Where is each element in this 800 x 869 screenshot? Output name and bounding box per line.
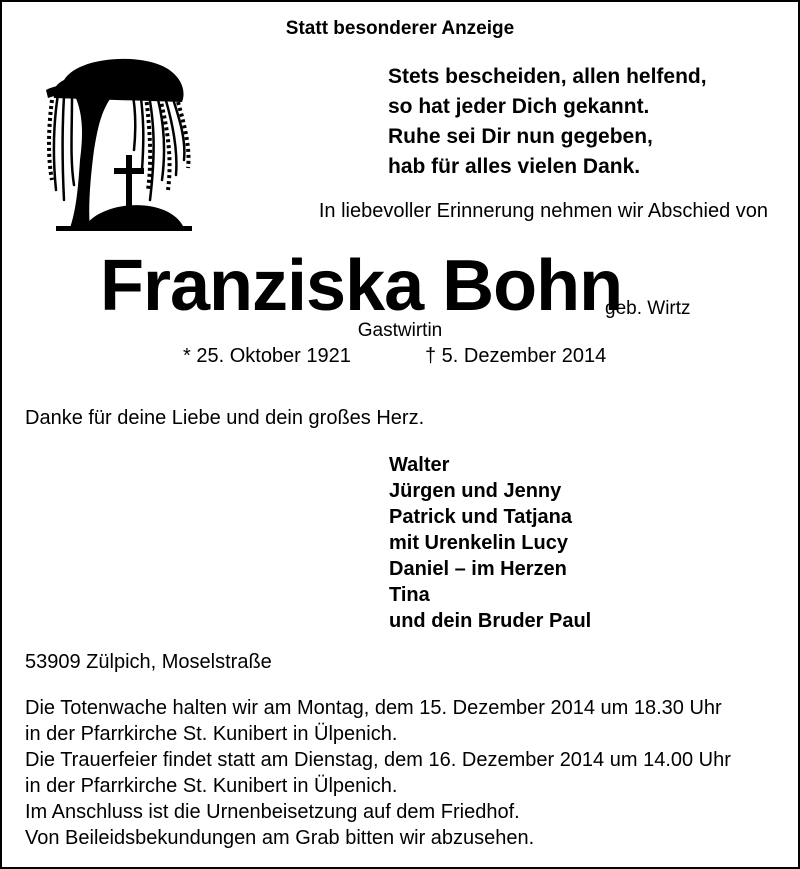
poem-line: Stets bescheiden, allen helfend,: [388, 65, 707, 88]
details-line: Von Beileidsbekundungen am Grab bitten wir abzusehen.: [25, 827, 535, 849]
thanks-line: Danke für deine Liebe und dein großes Herz.: [25, 407, 425, 429]
mourner: Walter: [389, 454, 450, 476]
details-line: Im Anschluss ist die Urnenbeisetzung auf dem Friedhof.: [25, 801, 520, 823]
mourner: Tina: [389, 584, 430, 606]
occupation: Gastwirtin: [357, 320, 443, 341]
details-line: in der Pfarrkirche St. Kunibert in Ülpenich.: [25, 723, 398, 745]
poem-line: hab für alles vielen Dank.: [388, 155, 641, 178]
mourner: und dein Bruder Paul: [389, 610, 592, 632]
mourners-list: [389, 452, 591, 634]
farewell-intro: In liebevoller Erinnerung nehmen wir Abschied von: [318, 200, 768, 222]
details-line: Die Totenwache halten wir am Montag, dem 15. Dezember 2014 um 18.30 Uhr: [25, 697, 722, 719]
details-line: Die Trauerfeier findet statt am Dienstag, dem 16. Dezember 2014 um 14.00 Uhr: [25, 749, 731, 771]
poem-line: Ruhe sei Dir nun gegeben,: [388, 125, 653, 148]
address: 53909 Zülpich, Moselstraße: [25, 651, 272, 673]
service-details: [25, 695, 731, 851]
mourner: Jürgen und Jenny: [389, 480, 562, 502]
poem: [388, 62, 707, 182]
mourner: Daniel – im Herzen: [389, 558, 567, 580]
maiden-name: geb. Wirtz: [605, 298, 691, 319]
poem-line: so hat jeder Dich gekannt.: [388, 95, 650, 118]
details-line: in der Pfarrkirche St. Kunibert in Ülpenich.: [25, 775, 398, 797]
death-date: † 5. Dezember 2014: [425, 345, 607, 367]
deceased-name: Franziska Bohn: [100, 246, 623, 326]
notice-header: Statt besonderer Anzeige: [285, 18, 515, 39]
birth-date: * 25. Oktober 1921: [183, 345, 351, 367]
mourner: Patrick und Tatjana: [389, 506, 573, 528]
mourner: mit Urenkelin Lucy: [389, 532, 568, 554]
